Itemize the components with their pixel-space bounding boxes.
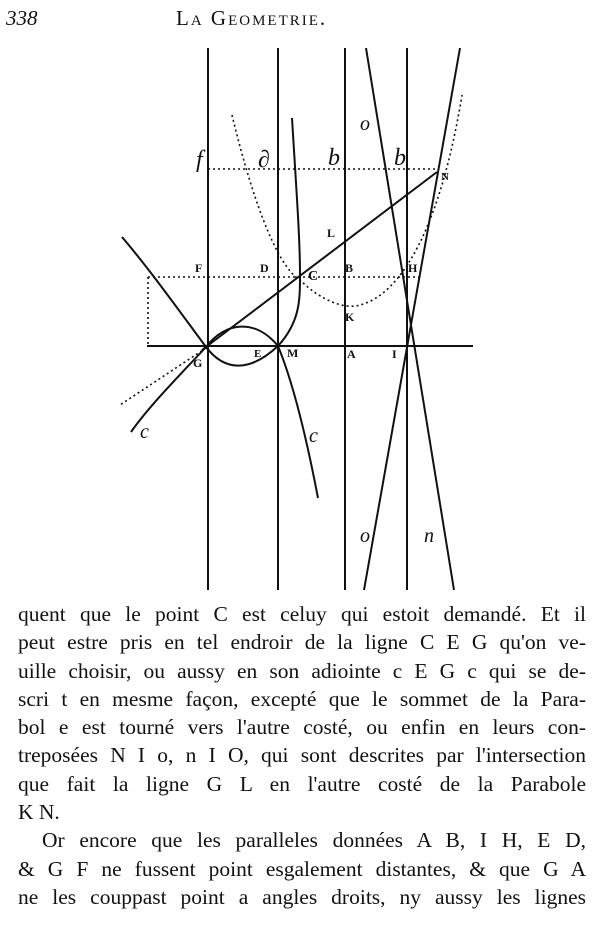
label-o-top: o (360, 113, 370, 135)
label-N: N (441, 171, 449, 183)
label-A: A (347, 347, 356, 361)
label-b2: b (394, 145, 406, 171)
label-I: I (392, 347, 397, 361)
label-n-bottom: n (424, 525, 434, 547)
label-F: F (195, 261, 203, 275)
label-G: G (193, 356, 203, 370)
text-line-5: bol e est tourné vers l'autre costé, ou enfin en leurs con- (18, 715, 586, 740)
text-line-10: & G F ne fussent point esgalement distantes, & que G A (18, 856, 586, 881)
label-c-left: c (140, 421, 149, 443)
label-M: M (287, 346, 299, 360)
geometric-figure (0, 38, 599, 593)
text-line-6: treposées N I o, n I O, qui sont descrites par l'intersection (18, 743, 586, 768)
text-line-8: K N. (18, 800, 60, 825)
page-header (0, 0, 599, 40)
line-gln (202, 172, 437, 350)
label-L: L (327, 226, 336, 240)
label-B: B (345, 261, 354, 275)
label-K: K (345, 310, 355, 324)
label-c-right: c (309, 425, 318, 447)
curve-right-c (292, 118, 300, 275)
text-line-7: que fait la ligne G L en l'autre costé de la Parabole (18, 771, 586, 796)
text-line-2: peut estre pris en tel endroir de la ligne C E G qu'on ve- (18, 630, 586, 655)
label-d-top: ∂ (258, 147, 270, 173)
body-text (18, 600, 586, 911)
text-line-9: Or encore que les paralleles données A B, I H, E D, (42, 828, 586, 853)
text-line-4: scri t en mesme façon, excepté que le sommet de la Para- (18, 686, 586, 711)
label-D: D (260, 261, 269, 275)
label-b1: b (328, 145, 340, 171)
label-H: H (408, 261, 418, 275)
label-f: f (196, 147, 203, 173)
running-title: La Geometrie. (176, 6, 328, 30)
label-C: C (308, 269, 319, 284)
page-number: 338 (6, 6, 38, 30)
label-o-bottom: o (360, 525, 370, 547)
curve-upper-branch (206, 327, 318, 498)
text-line-11: ne les couppast point a angles droits, ny aussy les lignes (18, 884, 586, 909)
label-E: E (254, 348, 262, 360)
text-line-3: uille choisir, ou aussy en son adiointe c E G c qui se de- (18, 658, 586, 683)
text-line-1: quent que le point C est celuy qui estoit demandé. Et il (18, 602, 586, 626)
